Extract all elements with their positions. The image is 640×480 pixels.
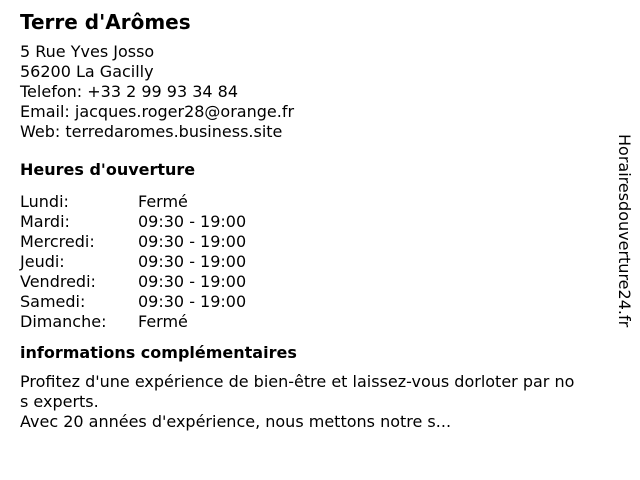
day-label: Dimanche: (20, 312, 107, 331)
address-street: 5 Rue Yves Josso (20, 42, 155, 61)
email-line: Email: jacques.roger28@orange.fr (20, 102, 295, 121)
info-paragraph-1: Profitez d'une expérience de bien-être et laissez-vous dorloter par nos experts. (20, 372, 575, 411)
hours-heading: Heures d'ouverture (20, 160, 196, 179)
day-label: Samedi: (20, 292, 86, 311)
day-label: Lundi: (20, 192, 69, 211)
hours-row-dimanche (20, 312, 590, 332)
hours-value: 09:30 - 19:00 (138, 212, 247, 231)
hours-row-jeudi (20, 252, 590, 272)
day-label: Mercredi: (20, 232, 95, 251)
business-name: Terre d'Arômes (20, 10, 191, 34)
phone-line: Telefon: +33 2 99 93 34 84 (20, 82, 239, 101)
contact-block (20, 42, 590, 142)
info-heading: informations complémentaires (20, 343, 297, 362)
web-line: Web: terredaromes.business.site (20, 122, 283, 141)
day-label: Vendredi: (20, 272, 96, 291)
hours-value: 09:30 - 19:00 (138, 272, 247, 291)
hours-row-mardi (20, 212, 590, 232)
hours-value: 09:30 - 19:00 (138, 252, 247, 271)
business-card (20, 10, 590, 432)
hours-row-lundi (20, 192, 590, 212)
hours-value: Fermé (138, 192, 188, 211)
site-watermark: Horairesdouverture24.fr (615, 134, 634, 328)
opening-hours-table (20, 192, 590, 332)
hours-value: 09:30 - 19:00 (138, 232, 247, 251)
hours-value: Fermé (138, 312, 188, 331)
day-label: Jeudi: (20, 252, 65, 271)
day-label: Mardi: (20, 212, 70, 231)
address-city: 56200 La Gacilly (20, 62, 154, 81)
hours-value: 09:30 - 19:00 (138, 292, 247, 311)
hours-row-mercredi (20, 232, 590, 252)
hours-row-samedi (20, 292, 590, 312)
hours-row-vendredi (20, 272, 590, 292)
info-paragraph-2: Avec 20 années d'expérience, nous mettons notre s... (20, 412, 452, 431)
